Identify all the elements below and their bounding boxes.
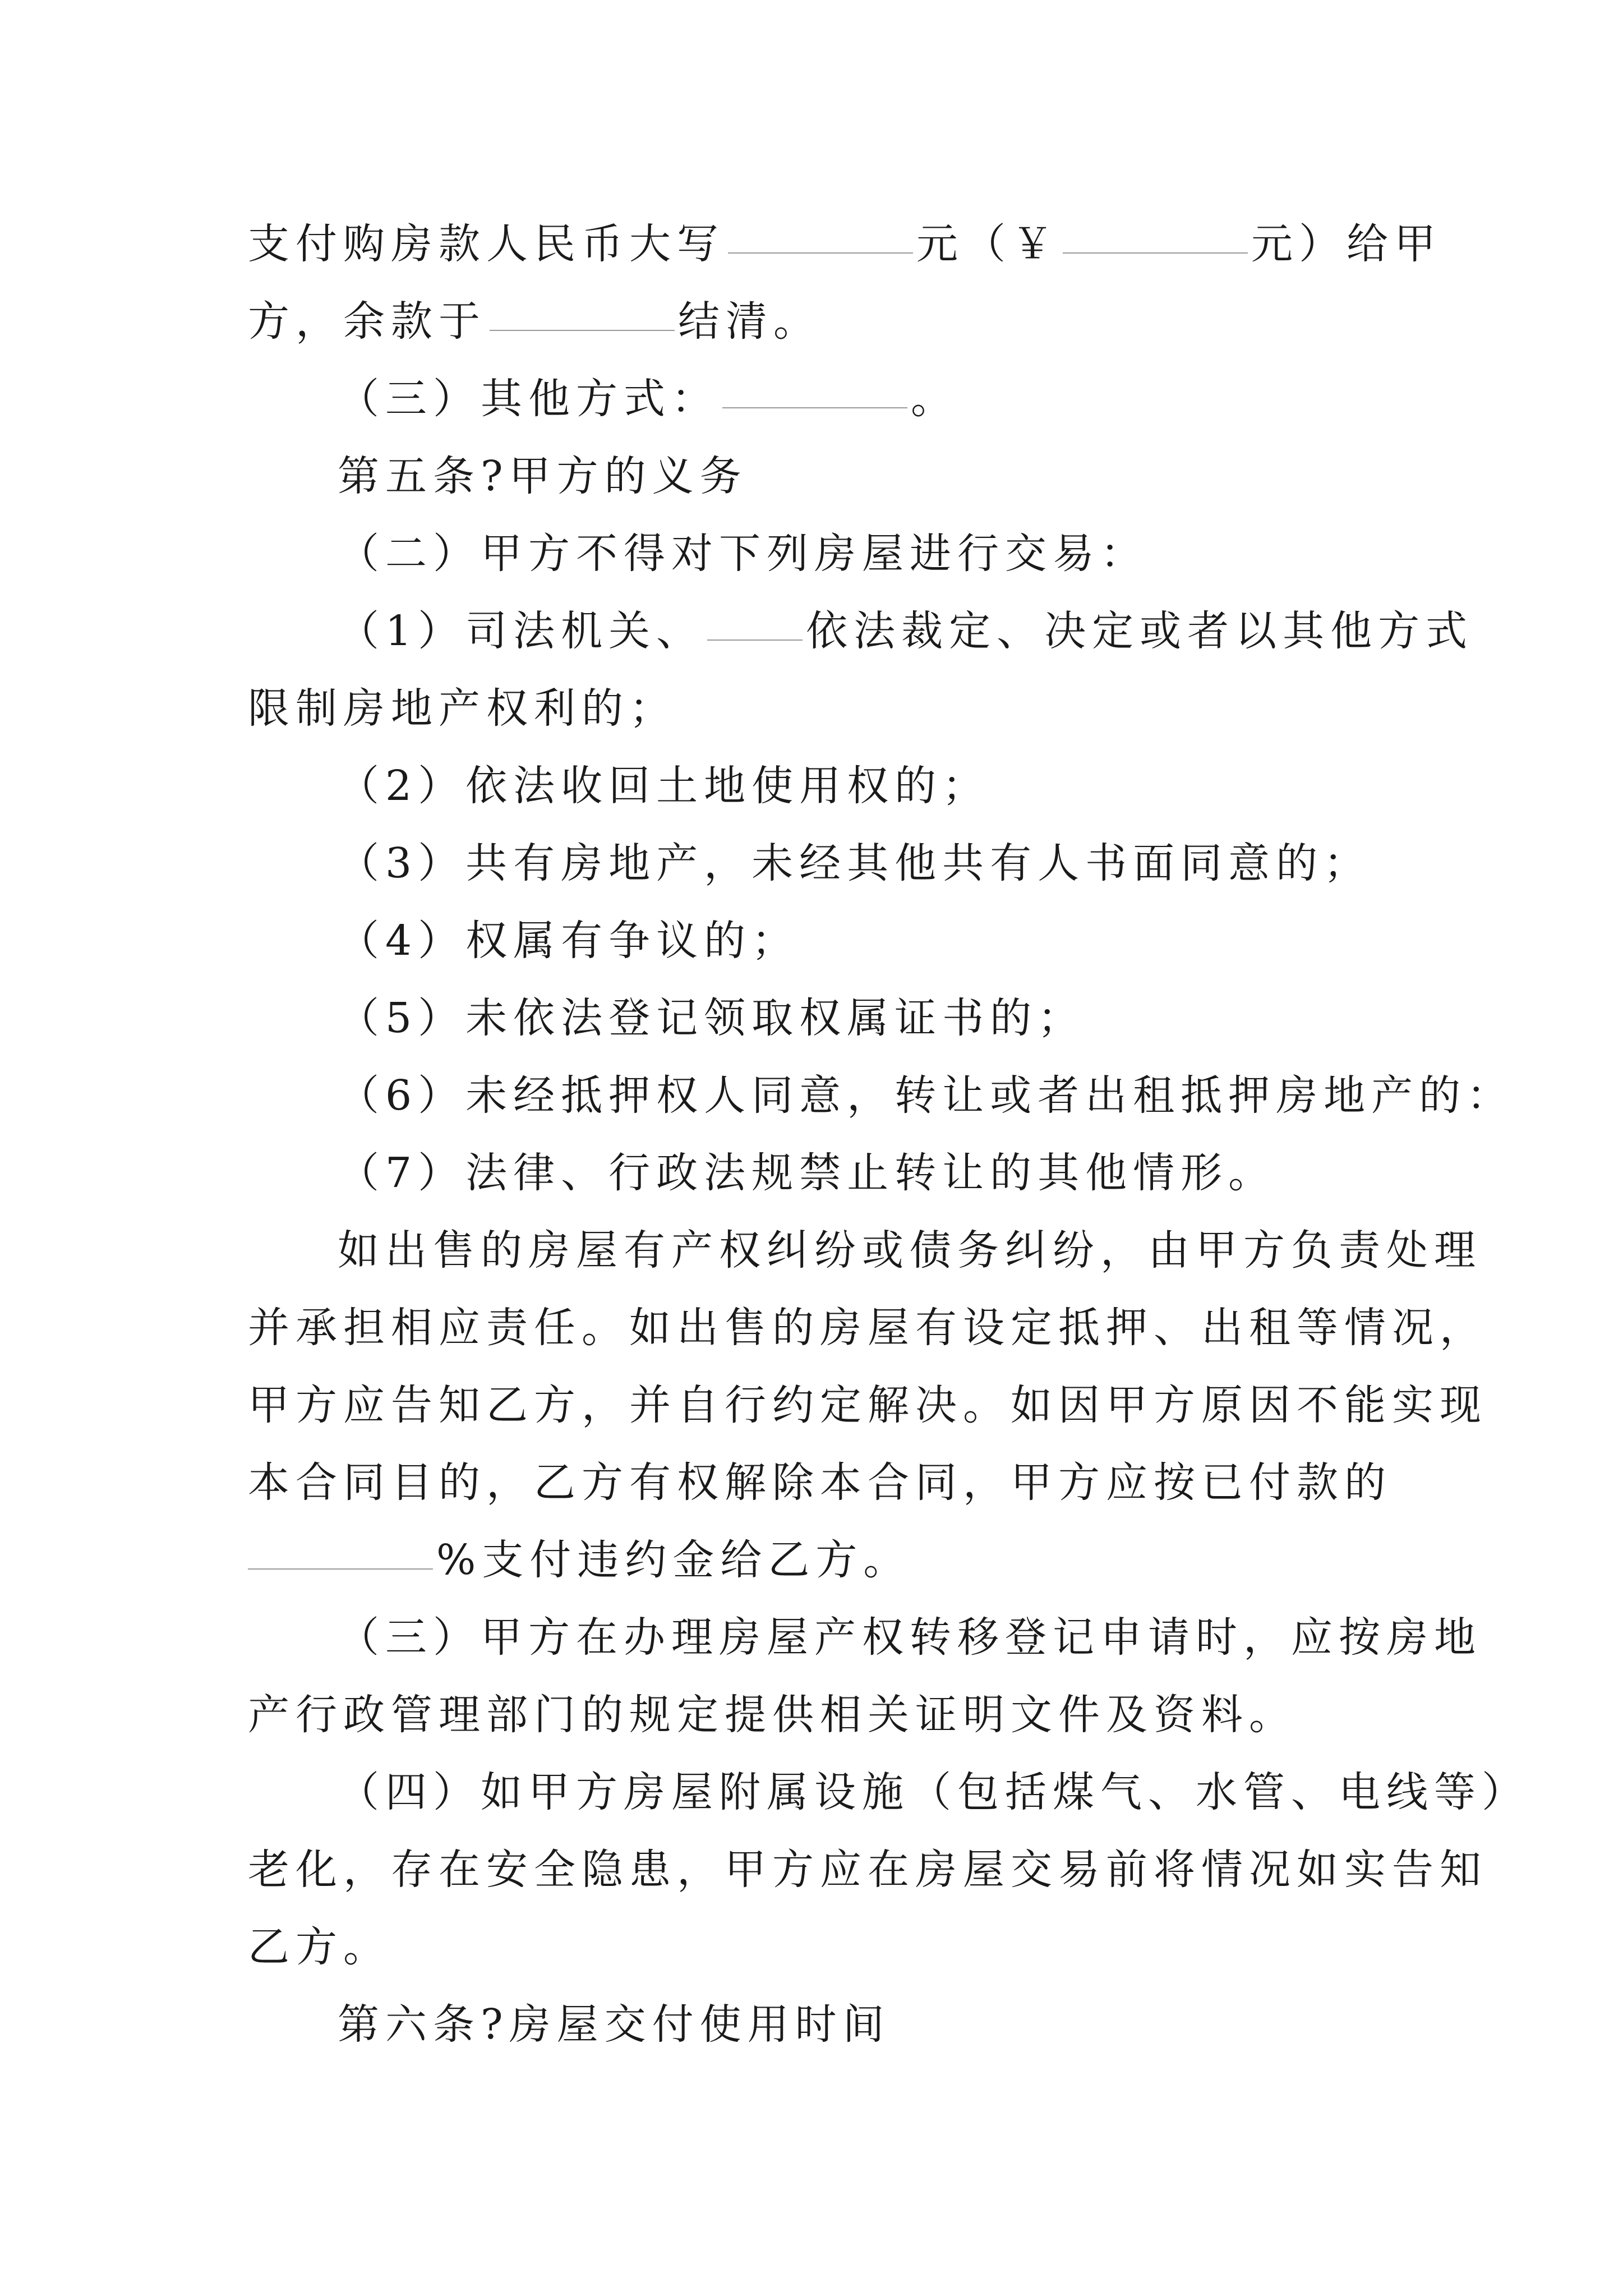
- text-line: 甲方应告知乙方，并自行约定解决。如因甲方原因不能实现: [248, 1381, 1487, 1429]
- text-line: [338, 600, 1473, 662]
- list-item: （6）未经抵押权人同意，转让或者出租抵押房地产的：: [338, 1071, 1515, 1120]
- list-item: （5）未依法登记领取权属证书的；: [338, 994, 1086, 1042]
- text-line: 限制房地产权利的；: [248, 684, 677, 733]
- text-segment: （1）司法机关、: [338, 607, 704, 655]
- text-line: 如出售的房屋有产权纠纷或债务纠纷，由甲方负责处理: [338, 1226, 1482, 1274]
- text-segment: 支付购房款人民币大写: [248, 220, 725, 268]
- fill-in-blank: [490, 297, 675, 331]
- text-segment: 方，余款于: [248, 297, 486, 346]
- text-line: （二）甲方不得对下列房屋进行交易：: [338, 530, 1148, 578]
- text-segment: （三）其他方式：: [338, 375, 719, 423]
- text-line: 本合同目的，乙方有权解除本合同，甲方应按已付款的: [248, 1458, 1392, 1507]
- fill-in-blank: [722, 375, 907, 408]
- list-item: （2）依法收回土地使用权的；: [338, 762, 990, 810]
- text-line: [248, 291, 821, 352]
- text-segment: 结清。: [678, 297, 821, 346]
- text-line: （三）甲方在办理房屋产权转移登记申请时，应按房地: [338, 1613, 1482, 1662]
- text-line: 老化，存在安全隐患，甲方应在房屋交易前将情况如实告知: [248, 1846, 1487, 1894]
- list-item: （4）权属有争议的；: [338, 917, 800, 965]
- fill-in-blank: [728, 220, 913, 254]
- text-segment: 元（￥: [916, 220, 1059, 268]
- text-line: （四）如甲方房屋附属设施（包括煤气、水管、电线等）: [338, 1768, 1529, 1816]
- text-segment: 。: [911, 375, 958, 423]
- text-segment: 元）给甲: [1251, 220, 1442, 268]
- text-segment: %支付违约金给乙方。: [436, 1536, 911, 1584]
- fill-in-blank: [707, 607, 803, 641]
- list-item: （3）共有房地产，未经其他共有人书面同意的；: [338, 839, 1372, 887]
- list-item: （7）法律、行政法规禁止转让的其他情形。: [338, 1149, 1276, 1197]
- article-heading: 第六条?房屋交付使用时间: [338, 2000, 891, 2049]
- text-line: [248, 213, 1442, 275]
- article-heading: 第五条?甲方的义务: [338, 452, 748, 500]
- fill-in-blank: [248, 1536, 433, 1570]
- text-line: 并承担相应责任。如出售的房屋有设定抵押、出租等情况，: [248, 1304, 1487, 1352]
- text-line: 乙方。: [248, 1923, 391, 1971]
- fill-in-blank: [1063, 220, 1248, 254]
- text-line: 产行政管理部门的规定提供相关证明文件及资料。: [248, 1691, 1297, 1739]
- text-line: [248, 1529, 911, 1591]
- text-line: [338, 368, 958, 430]
- text-segment: 依法裁定、决定或者以其他方式: [806, 607, 1474, 655]
